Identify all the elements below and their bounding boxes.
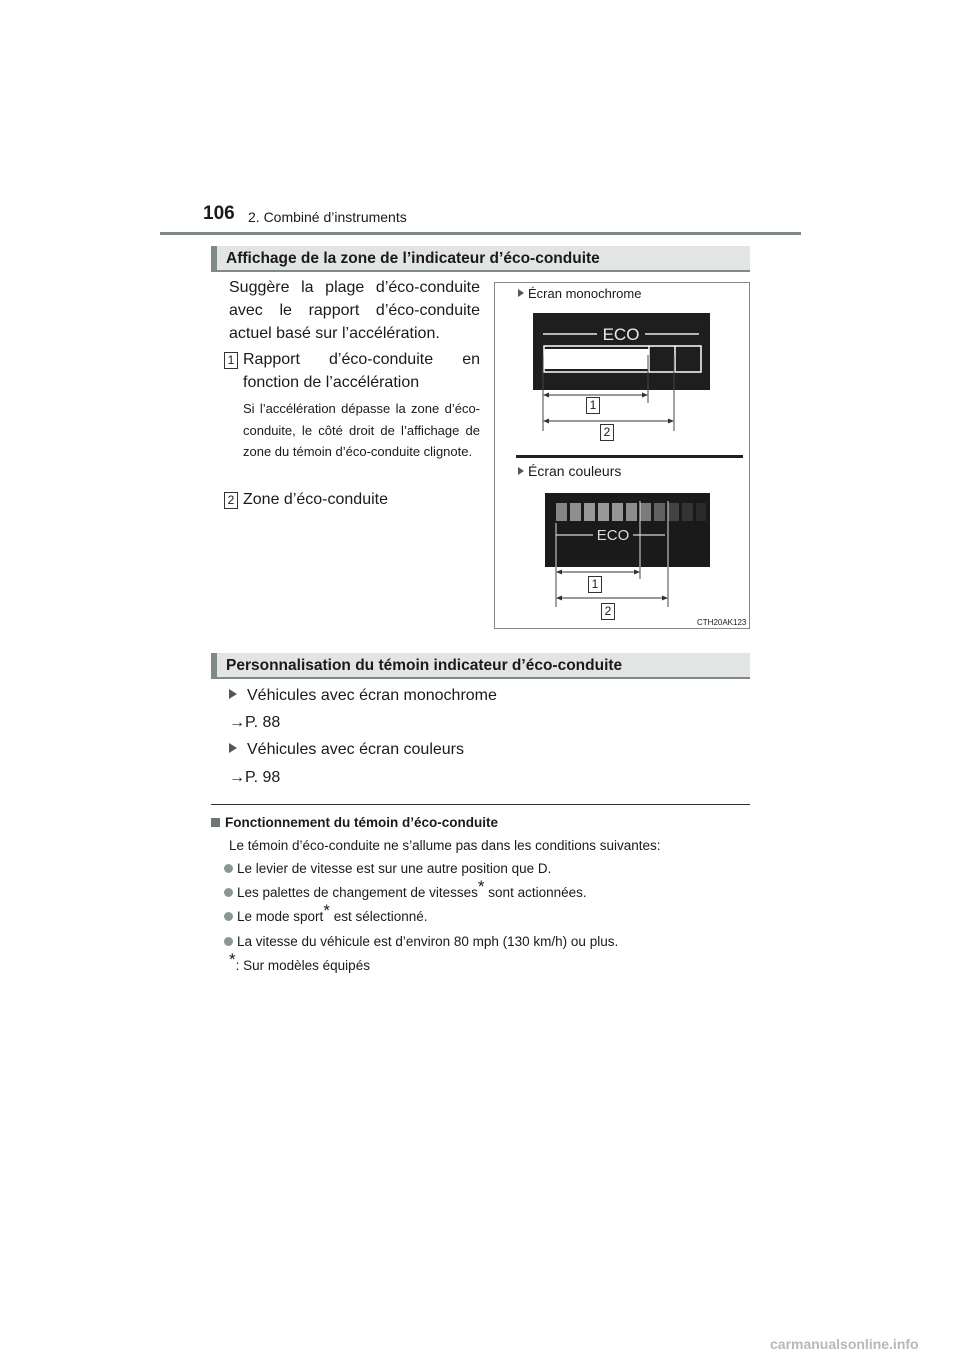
figure-label-monochrome-text: Écran monochrome <box>528 286 642 301</box>
figure-callout-2-color: 2 <box>601 603 615 620</box>
item-1-note: Si l’accélération dépasse la zone d’éco-conduite, le côté droit de l’affichage de zone du témoin d’éco-conduite clignote. <box>243 401 480 459</box>
note-bullet <box>224 861 551 876</box>
heading-accent-bar <box>211 653 217 677</box>
note-bullet <box>224 877 587 900</box>
section-heading-eco-zone <box>211 246 750 272</box>
notes-rule <box>211 804 750 805</box>
note-bullet-text: La vitesse du véhicule est d’environ 80 mph (130 km/h) ou plus. <box>237 934 619 949</box>
watermark: carmanualsonline.info <box>770 1336 919 1352</box>
ref-monochrome-page-link[interactable]: →P. 88 <box>229 714 281 731</box>
square-bullet-icon <box>211 818 220 827</box>
footnote-text: : Sur modèles équipés <box>235 958 370 973</box>
figure-label-monochrome <box>518 286 641 301</box>
triangle-bullet-icon <box>229 689 237 699</box>
note-bullet-text: est sélectionné. <box>333 909 428 924</box>
note-bullet <box>224 901 428 924</box>
color-dimension-lines <box>545 567 685 612</box>
figure-label-color-text: Écran couleurs <box>528 463 622 479</box>
note-bullet <box>224 934 618 949</box>
section-heading-text: Affichage de la zone de l’indicateur d’éco-conduite <box>226 250 600 267</box>
figure-label-color <box>518 463 621 479</box>
notes-title-text: Fonctionnement du témoin d’éco-conduite <box>225 815 498 830</box>
ref-color-label: Véhicules avec écran couleurs <box>247 741 465 758</box>
triangle-bullet-icon <box>518 289 524 297</box>
notes-title <box>211 815 498 830</box>
note-bullet-text: Le levier de vitesse est sur une autre position que D. <box>237 861 552 876</box>
ref-color <box>229 741 464 759</box>
figure-callout-1-mono: 1 <box>586 397 600 414</box>
footnote <box>229 950 370 973</box>
callout-number-2: 2 <box>224 492 238 509</box>
section-heading-text: Personnalisation du témoin indicateur d’éco-conduite <box>226 657 623 674</box>
item-2-label: Zone d’éco-conduite <box>243 491 388 508</box>
asterisk-mark: * <box>477 877 485 896</box>
note-bullet-text: Le mode sport <box>237 909 324 924</box>
triangle-bullet-icon <box>229 743 237 753</box>
bullet-dot-icon <box>224 912 233 921</box>
bullet-dot-icon <box>224 937 233 946</box>
monochrome-eco-text: ECO <box>602 325 640 344</box>
page-number: 106 <box>203 203 235 224</box>
notes-intro: Le témoin d’éco-conduite ne s’allume pas dans les conditions suivantes: <box>229 838 661 853</box>
figure-code: CTH20AK123 <box>697 618 747 627</box>
bullet-dot-icon <box>224 864 233 873</box>
note-bullet-text: Les palettes de changement de vitesses <box>237 885 478 900</box>
ref-color-page-link[interactable]: →P. 98 <box>229 769 281 786</box>
section-heading-customization <box>211 653 750 679</box>
note-bullet-text: sont actionnées. <box>488 885 587 900</box>
asterisk-mark: * <box>323 901 330 920</box>
triangle-bullet-icon <box>518 467 524 475</box>
intro-paragraph: Suggère la plage d’éco-conduite avec le rapport d’éco-conduite actuel basé sur l’accélération. <box>229 279 480 342</box>
color-eco-text: ECO <box>596 527 630 544</box>
color-display-graphic <box>545 493 710 567</box>
color-display <box>545 493 710 567</box>
callout-number-1: 1 <box>224 352 238 369</box>
asterisk-mark: * <box>229 950 236 969</box>
heading-accent-bar <box>211 246 217 270</box>
figure-callout-1-color: 1 <box>588 576 602 593</box>
chapter-title: 2. Combiné d’instruments <box>248 209 407 225</box>
ref-monochrome-label: Véhicules avec écran monochrome <box>247 687 497 704</box>
figure-divider <box>516 455 743 458</box>
header-rule <box>160 232 801 235</box>
bullet-dot-icon <box>224 888 233 897</box>
item-1-label: Rapport d’éco-conduite en fonction de l’accélération <box>243 351 480 391</box>
figure-callout-2-mono: 2 <box>600 424 614 441</box>
ref-monochrome <box>229 687 497 705</box>
